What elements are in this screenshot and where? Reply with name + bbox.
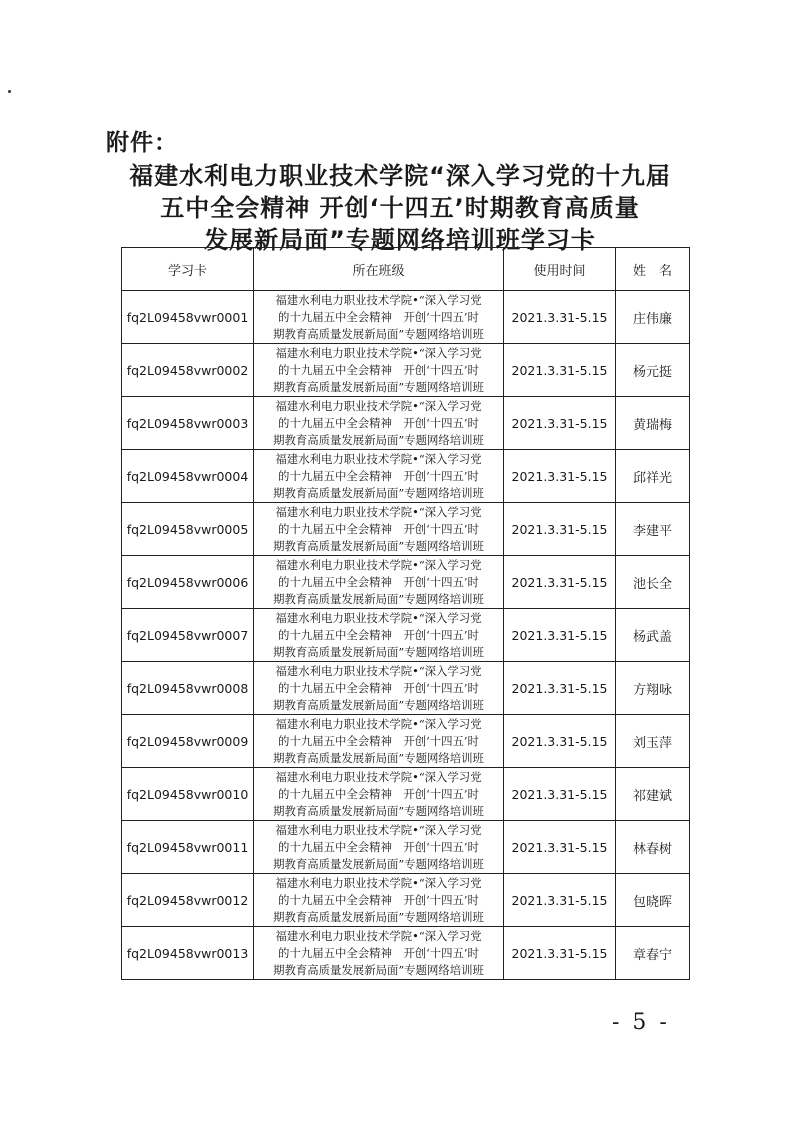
class-name-cell: [254, 291, 504, 344]
class-name-line: 福建水利电力职业技术学院•“深入学习党: [275, 292, 482, 307]
class-name-line: 福建水利电力职业技术学院•“深入学习党: [275, 875, 482, 890]
usage-period: 2021.3.31-5.15: [504, 609, 616, 662]
class-name-line: 福建水利电力职业技术学院•“深入学习党: [275, 557, 482, 572]
study-card-number: fq2L09458vwr0011: [122, 821, 254, 874]
person-name: 刘玉萍: [616, 715, 690, 768]
table-row: [122, 609, 690, 662]
usage-period: 2021.3.31-5.15: [504, 450, 616, 503]
class-name-line: 的十九届五中全会精神 开创‘十四五’时: [278, 362, 479, 377]
title-line: 发展新局面”专题网络培训班学习卡: [204, 226, 596, 254]
class-name-line: 福建水利电力职业技术学院•“深入学习党: [275, 610, 482, 625]
class-name-cell: [254, 768, 504, 821]
usage-period: 2021.3.31-5.15: [504, 503, 616, 556]
person-name: 邱祥光: [616, 450, 690, 503]
class-name-line: 期教育高质量发展新局面”专题网络培训班: [273, 697, 484, 712]
table-row: [122, 556, 690, 609]
study-card-number: fq2L09458vwr0010: [122, 768, 254, 821]
class-name-line: 福建水利电力职业技术学院•“深入学习党: [275, 928, 482, 943]
class-name-line: 的十九届五中全会精神 开创‘十四五’时: [278, 733, 479, 748]
class-name-line: 期教育高质量发展新局面”专题网络培训班: [273, 856, 484, 871]
usage-period: 2021.3.31-5.15: [504, 927, 616, 980]
class-name-line: 期教育高质量发展新局面”专题网络培训班: [273, 591, 484, 606]
person-name: 章春宁: [616, 927, 690, 980]
person-name: 黄瑞梅: [616, 397, 690, 450]
person-name: 方翔咏: [616, 662, 690, 715]
study-card-number: fq2L09458vwr0009: [122, 715, 254, 768]
class-name-line: 期教育高质量发展新局面”专题网络培训班: [273, 644, 484, 659]
table-row: [122, 291, 690, 344]
class-name-cell: [254, 927, 504, 980]
table-row: [122, 503, 690, 556]
class-name-line: 期教育高质量发展新局面”专题网络培训班: [273, 379, 484, 394]
class-name-line: 福建水利电力职业技术学院•“深入学习党: [275, 398, 482, 413]
table-row: [122, 715, 690, 768]
usage-period: 2021.3.31-5.15: [504, 715, 616, 768]
class-name-line: 福建水利电力职业技术学院•“深入学习党: [275, 504, 482, 519]
class-name-cell: [254, 715, 504, 768]
usage-period: 2021.3.31-5.15: [504, 344, 616, 397]
study-card-number: fq2L09458vwr0001: [122, 291, 254, 344]
person-name: 祁建斌: [616, 768, 690, 821]
usage-period: 2021.3.31-5.15: [504, 397, 616, 450]
person-name: 池长全: [616, 556, 690, 609]
class-name-cell: [254, 450, 504, 503]
study-card-number: fq2L09458vwr0005: [122, 503, 254, 556]
study-card-number: fq2L09458vwr0003: [122, 397, 254, 450]
class-name-cell: [254, 821, 504, 874]
class-name-line: 的十九届五中全会精神 开创‘十四五’时: [278, 945, 479, 960]
person-name: 李建平: [616, 503, 690, 556]
table-row: [122, 821, 690, 874]
study-card-table: [121, 247, 690, 980]
usage-period: 2021.3.31-5.15: [504, 874, 616, 927]
study-card-number: fq2L09458vwr0008: [122, 662, 254, 715]
person-name: 庄伟廉: [616, 291, 690, 344]
column-header-class: 所在班级: [254, 248, 504, 291]
class-name-line: 福建水利电力职业技术学院•“深入学习党: [275, 716, 482, 731]
usage-period: 2021.3.31-5.15: [504, 821, 616, 874]
class-name-cell: [254, 397, 504, 450]
table-row: [122, 344, 690, 397]
class-name-line: 的十九届五中全会精神 开创‘十四五’时: [278, 839, 479, 854]
study-card-number: fq2L09458vwr0004: [122, 450, 254, 503]
person-name: 杨元挺: [616, 344, 690, 397]
class-name-line: 期教育高质量发展新局面”专题网络培训班: [273, 485, 484, 500]
class-name-line: 的十九届五中全会精神 开创‘十四五’时: [278, 786, 479, 801]
table-row: [122, 397, 690, 450]
class-name-cell: [254, 344, 504, 397]
table-body: [122, 291, 690, 980]
table-row: [122, 662, 690, 715]
person-name: 杨武盖: [616, 609, 690, 662]
page-number: - 5 -: [612, 1010, 670, 1035]
table-header-row: [122, 248, 690, 291]
class-name-line: 期教育高质量发展新局面”专题网络培训班: [273, 432, 484, 447]
column-header-period: 使用时间: [504, 248, 616, 291]
class-name-line: 期教育高质量发展新局面”专题网络培训班: [273, 803, 484, 818]
class-name-line: 的十九届五中全会精神 开创‘十四五’时: [278, 680, 479, 695]
class-name-line: 的十九届五中全会精神 开创‘十四五’时: [278, 892, 479, 907]
table-row: [122, 768, 690, 821]
study-card-number: fq2L09458vwr0013: [122, 927, 254, 980]
class-name-line: 期教育高质量发展新局面”专题网络培训班: [273, 909, 484, 924]
attachment-label: 附件：: [106, 130, 178, 156]
class-name-line: 福建水利电力职业技术学院•“深入学习党: [275, 822, 482, 837]
class-name-cell: [254, 662, 504, 715]
class-name-line: 福建水利电力职业技术学院•“深入学习党: [275, 451, 482, 466]
class-name-line: 的十九届五中全会精神 开创‘十四五’时: [278, 521, 479, 536]
class-name-cell: [254, 874, 504, 927]
class-name-line: 期教育高质量发展新局面”专题网络培训班: [273, 750, 484, 765]
class-name-line: 期教育高质量发展新局面”专题网络培训班: [273, 326, 484, 341]
column-header-card: 学习卡: [122, 248, 254, 291]
class-name-line: 期教育高质量发展新局面”专题网络培训班: [273, 962, 484, 977]
class-name-line: 的十九届五中全会精神 开创‘十四五’时: [278, 627, 479, 642]
study-card-number: fq2L09458vwr0002: [122, 344, 254, 397]
class-name-line: 福建水利电力职业技术学院•“深入学习党: [275, 769, 482, 784]
class-name-line: 的十九届五中全会精神 开创‘十四五’时: [278, 415, 479, 430]
usage-period: 2021.3.31-5.15: [504, 768, 616, 821]
class-name-line: 福建水利电力职业技术学院•“深入学习党: [275, 345, 482, 360]
person-name: 林春树: [616, 821, 690, 874]
usage-period: 2021.3.31-5.15: [504, 291, 616, 344]
class-name-cell: [254, 556, 504, 609]
class-name-cell: [254, 503, 504, 556]
column-header-name: 姓 名: [616, 248, 690, 291]
study-card-number: fq2L09458vwr0012: [122, 874, 254, 927]
table-row: [122, 874, 690, 927]
class-name-line: 期教育高质量发展新局面”专题网络培训班: [273, 538, 484, 553]
table-row: [122, 450, 690, 503]
study-card-number: fq2L09458vwr0007: [122, 609, 254, 662]
usage-period: 2021.3.31-5.15: [504, 556, 616, 609]
scan-speck: [8, 90, 11, 93]
class-name-line: 的十九届五中全会精神 开创‘十四五’时: [278, 468, 479, 483]
usage-period: 2021.3.31-5.15: [504, 662, 616, 715]
document-title: [100, 160, 700, 256]
table-row: [122, 927, 690, 980]
class-name-line: 福建水利电力职业技术学院•“深入学习党: [275, 663, 482, 678]
study-card-number: fq2L09458vwr0006: [122, 556, 254, 609]
title-line: 福建水利电力职业技术学院“深入学习党的十九届: [129, 162, 671, 190]
class-name-cell: [254, 609, 504, 662]
title-line: 五中全会精神 开创‘十四五’时期教育高质量: [160, 194, 640, 222]
class-name-line: 的十九届五中全会精神 开创‘十四五’时: [278, 309, 479, 324]
person-name: 包晓晖: [616, 874, 690, 927]
class-name-line: 的十九届五中全会精神 开创‘十四五’时: [278, 574, 479, 589]
